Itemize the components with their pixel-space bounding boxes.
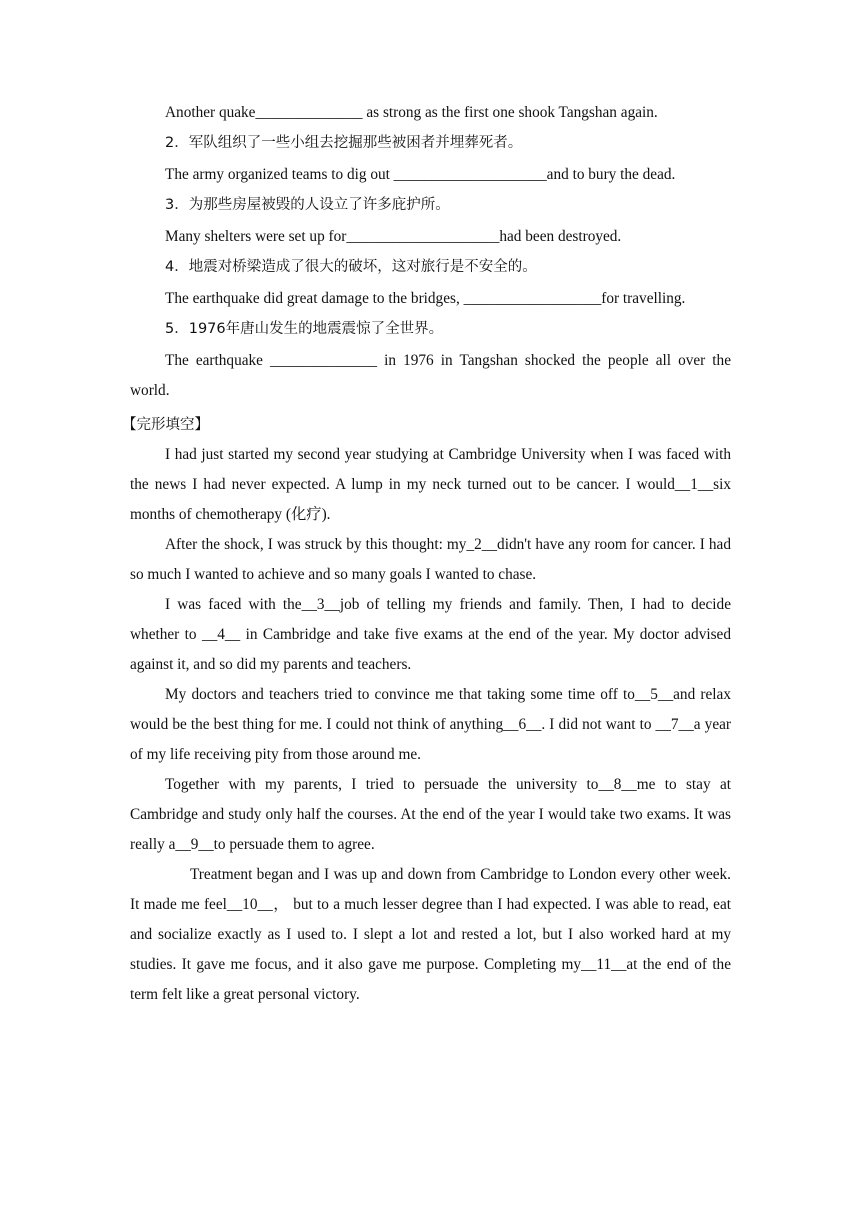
cloze-para-4: My doctors and teachers tried to convince me that taking some time off to__5__and relax would be the best thing for me. I could not think of anything__6__. I did not want to __7__a year of my life receiving pity from those around me. <box>130 686 731 763</box>
translation-s1-en: Another quake______________ as strong as the first one shook Tangshan again. <box>165 104 658 121</box>
cloze-para-3: I was faced with the__3__job of telling my friends and family. Then, I had to decide whether to __4__ in Cambridge and take five exams at the end of the year. My doctor advised against it, and so did my parents and teachers. <box>130 596 731 673</box>
translation-s3-en: Many shelters were set up for____________________had been destroyed. <box>165 228 622 245</box>
translation-s4-en: The earthquake did great damage to the bridges, __________________for travelling. <box>165 290 686 307</box>
cloze-para-6: Treatment began and I was up and down from Cambridge to London every other week. It made me feel__10__， but to a much lesser degree than I had expected. I was able to read, eat and socialize exactly as I used to. I slept a lot and rested a lot, but I also worked hard at my studies. It gave me focus, and it also gave me purpose. Completing my__11__at the end of the term felt like a great personal victory. <box>130 866 731 1003</box>
translation-s5-en: The earthquake ______________ in 1976 in Tangshan shocked the people all over the world. <box>130 352 731 399</box>
cloze-para-5: Together with my parents, I tried to persuade the university to__8__me to stay at Cambridge and study only half the courses. At the end of the year I would take two exams. It was really a__9__to persuade them to agree. <box>130 776 731 853</box>
translation-s5-cn: 5．1976年唐山发生的地震震惊了全世界。 <box>165 321 444 337</box>
translation-s3-cn: 3．为那些房屋被毁的人设立了许多庇护所。 <box>165 197 450 213</box>
translation-s4-cn: 4．地震对桥梁造成了很大的破坏，这对旅行是不安全的。 <box>165 259 537 275</box>
document-page <box>122 98 731 1010</box>
translation-s2-cn: 2．军队组织了一些小组去挖掘那些被困者并埋葬死者。 <box>165 135 523 151</box>
cloze-heading: 【完形填空】 <box>122 417 209 433</box>
translation-s2-en: The army organized teams to dig out ____________________and to bury the dead. <box>165 166 676 183</box>
cloze-para-2: After the shock, I was struck by this thought: my_2__didn't have any room for cancer. I had so much I wanted to achieve and so many goals I wanted to chase. <box>130 536 731 583</box>
cloze-para-1: I had just started my second year studying at Cambridge University when I was faced with the news I had never expected. A lump in my neck turned out to be cancer. I would__1__six months of chemotherapy (化疗). <box>130 446 731 523</box>
